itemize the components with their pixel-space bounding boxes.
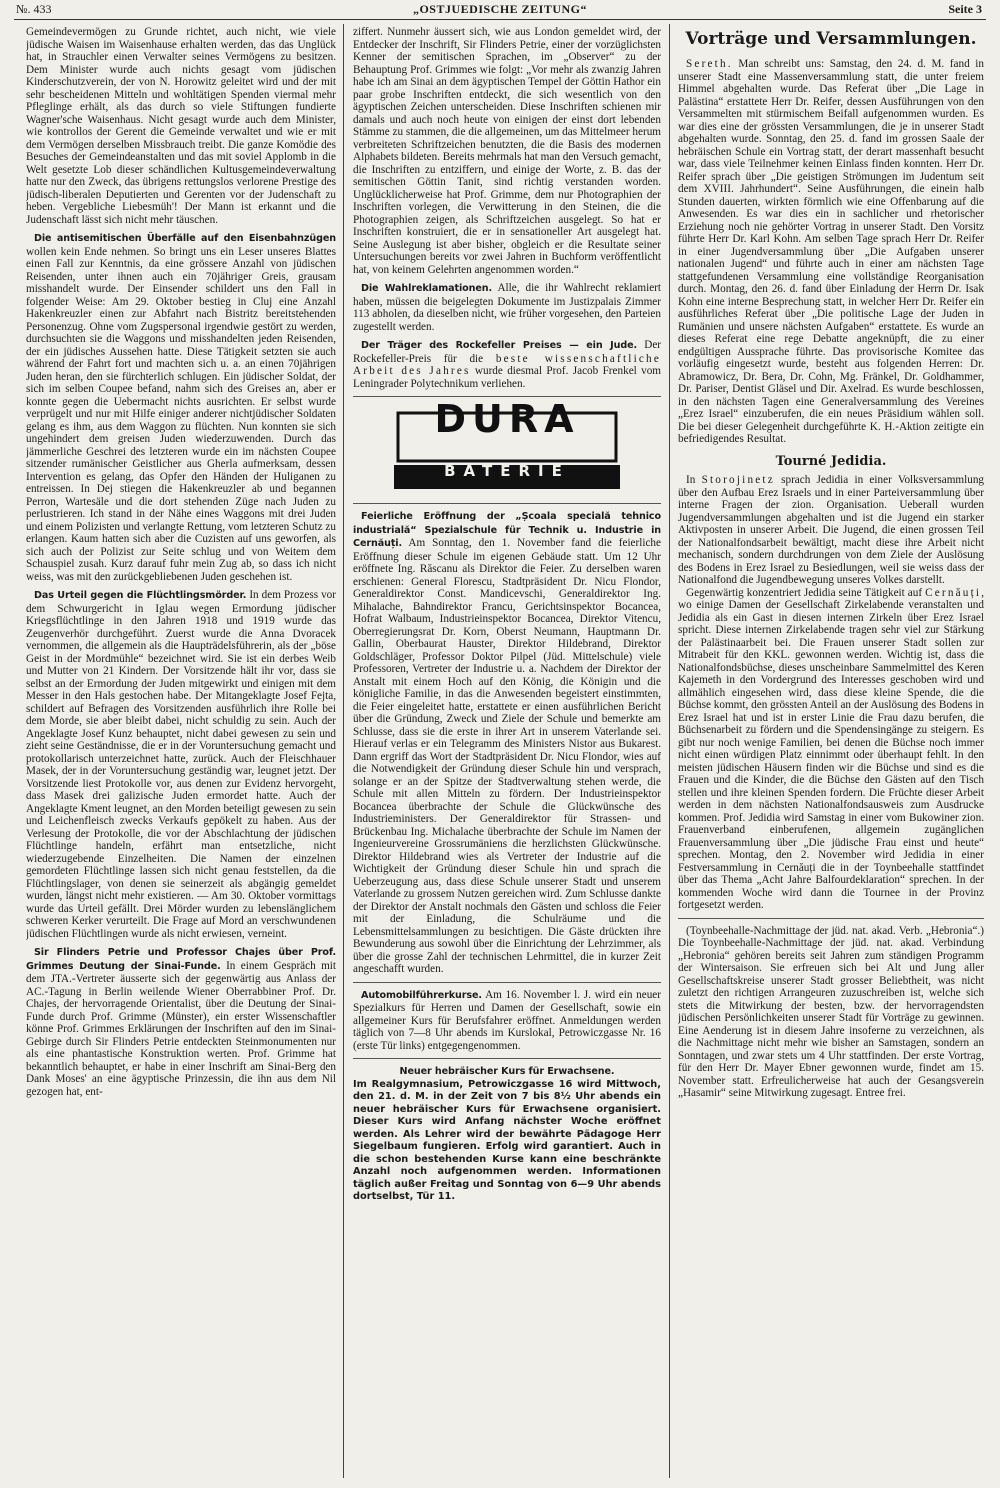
article-text: Gegenwärtig konzentriert Jedidia seine Tätigkeit auf (686, 586, 923, 599)
article-text: In dem Prozess vor dem Schwurgericht in Iglau wegen Ermordung jüdischer Kriegsflüchtlinge in den Jahren 1918 und 1919 wurde das Zeugenverhör durchgeführt. Zuerst wurde die Anna Dvoracek vernommen, die allgemein als die Haupträdelsführerin, als der „böse Geist in der Mordmühle“ bezeichnet wird. Sie ist ein derbes Weib und Mutter von 21 Kindern. Der Vorsitzende hält ihr vor, dass sie selbst an der Ermordung der Juden mitgewirkt und einigen mit dem Messer in den Hals gestochen habe. Der Mitangeklagte Josef Fejta, schildert auf Befragen des Vorsitzenden ausführlich ihre Rolle bei dem Morde, sie aber bleibt dabei, nicht schuldig zu sein. Auch der Angeklagte Josef Kunz behauptet, nicht dabei gewesen zu sein und zieht seine Geständnisse, die er in der Voruntersuchung gemacht und protokollarisch unterzeichnet hatte, zurück. Auch der Fleischhauer Masek, der in der Voruntersuchung geständig war, leugnet jetzt. Der Vorsitzende liest Protokolle vor, aus denen zur Evidenz hervorgeht, dass Masek drei galizische Juden ermordet hatte. Auch der Angeklagte Kment leugnet, an den Morden beteiligt gewesen zu sein und Leichenfleisch zwecks Verkaufs gepökelt zu haben. Aus der Verlesung der Protokolle, die vor der Abschlachtung der jüdischen Flüchtlinge handeln, erfährt man entsetzliche, nicht wiederzugebende Einzelheiten. Die Namen der einzelnen gemordeten Flüchtlinge lassen sich nicht genau feststellen, da die Flüchtlingslager, von denen sie seinerzeit als abgängig gemeldet wurden, längst nicht mehr existieren. — Am 30. Oktober vormittags wurde das Urteil gefällt. Drei Mörder wurden zu lebenslänglichem schweren Kerker verurteilt. Die Frage auf Mord an verschwundenen jüdischen Flüchtlingen wurde als nicht erwiesen, verneint. (26, 589, 336, 940)
article-text: Gemeindevermögen zu Grunde richtet, auch nicht, wie viele jüdische Waisen im Waisenhause erhalten werden, das das Unglück hat, in Strauchler einen Verwalter seines Vermögens zu besitzen. Dem Minister wurde auch nichts gesagt vom jüdischen Kinderschutzverein, der von N. Horowitz geleitet wird und der mit sehr bescheidenen Mitteln und wohltätigen Spenden viermal mehr Pfleglinge erhält, als das durch so viele Stiftungen fundierte Wagner'sche Waisenhaus. Nicht gesagt wurde auch dem Minister, wie kontrollos der Gerent die Gemeinde verwaltet und wie er mit dem Vermögen derselben Missbrauch treibt. Die ganze Komödie des Besuches der Gemeindeanstalten und das mit soviel Applomb in die Welt gesetzte Lob dieser schändlichen Kultusgemeindeverwaltung hatte nur den Zweck, das übrigens rettungslos verlorene Prestige des jüdisch-liberalen Deputierten und Gerenten vor der Judenschaft zu heben. Vergebliche Liebesmüh'! Der Mann ist erkannt und die Judenschaft lässt sich nicht mehr täuschen. (26, 26, 336, 226)
article-text: Am 16. November l. J. wird ein neuer Spezialkurs für Herren und Damen der Gesellschaft, sowie ein allgemeiner Kurs für Berufsfahrer eröffnet. Anmeldungen werden täglich von 7—8 Uhr abends im Kurslokal, Petrowiczgasse Nr. 16 (erste Tür links) entgegengenommen. (353, 988, 661, 1052)
article-headline: Die antisemitischen Überfälle auf den Eisenbahnzügen (34, 233, 336, 244)
column-rule-1 (343, 24, 344, 1478)
article-paragraph (353, 339, 661, 390)
article-headline: Der Träger des Rockefeller Preises — ein Jude. (361, 340, 638, 351)
dura-advertisement (392, 397, 622, 493)
article-paragraph (26, 232, 336, 583)
section-rule (353, 503, 661, 504)
article-paragraph (678, 58, 984, 446)
header-rule (14, 19, 986, 20)
article-text: , wo einige Damen der Gesellschaft Zirkelabende veranstalten und Jedidia als ein Gast in diesen internen Zirkeln über Erez Israel spricht. Diese internen Zirkelabende tragen sehr viel zur Stärkung der Palästinaarbeit bei. Die Frauen unserer Stadt sollen zur Mitrabeit für den KKL. gewonnen werden. Wichtig ist, dass die Nationalfondsbüchse, dieses unscheinbare Sammelmittel des Keren Kajemeth in den Vordergrund des Interesses geschoben wird und allmählich eingesehen wird, dass diese kleine Spende, die die Büchse kommt, den grössten Anteil an der Auslösung des Bodens in Erez Israel hat und ist in erster Linie die Frau dazu berufen, die Büchsenarbeit zu fördern und die Spendensingänge zu steigern. Es gibt nur noch wenige Familien, bei denen die Büchse noch immer nicht einen würdigen Platz einnimmt oder überhaupt fehlt. In den meisten jüdischen Häusern finden wir die Büchse und sind es die Frauen und die Kinder, die die Büchse den Gästen auf den Tisch stellen und ihre kleinen Spenden fordern. Die Früchte dieser Arbeit werden in dem nächsten Nationalfondsausweis zum Ausdrucke kommen. Prof. Jedidia wird Samstag in einer vom Bukowiner zion. Frauenverband einberufenen, allgemein zugänglichen Frauenversammlung über „Die jüdische Frau einst und heute“ sprechen. Montag, den 2. November wird Jedidia in einer Festversammlung in Cernăuți die in der Toynbeehalle stattfindet über das Thema „Acht Jahre Balfourdeklaration“ sprechen. In der kommenden Woche wird dann die Tournee in der Provinz fortgesetzt werden. (678, 586, 984, 911)
column-rule-2 (669, 24, 670, 1478)
article-paragraph (26, 946, 336, 1098)
article-headline: Automobilführerkurse. (361, 989, 482, 1001)
article-headline: Sir Flinders Petrie und Professor Chajes über Prof. Grimmes Deutung der Sinai-Funde. (26, 947, 336, 972)
article-text: (Toynbeehalle-Nachmittage der jüd. nat. akad. Verb. „Hebronia“.) Die Toynbeehalle-Nachmittage der jüd. nat. akad. Verbindung „Hebronia“ gehören bereits seit Jahren zum ständigen Programm der Wintersaison. Sie erfreuen sich bei Alt und Jung aller Gesellschaftskreise unserer Stadt grosser Beliebtheit, was nicht zuletzt den richtigen Arrangeuren zuzuschreiben ist, welche sich stets die Mitwirkung der besten, bzw. der hervorragendsten jüdischen Persönlichkeiten unserer Stadt für Vorträge zu gewinnen. Eine Aenderung ist in diesem Jahre insoferne zu verzeichnen, als die Nachmittage nicht mehr wie bisher an Samstagen, sondern an Sonntagen, und zwar stets um 4 Uhr stattfinden. Der erste Vortrag, für den Herr Dr. Mayer Ebner gewonnen wurde, findet am 15. November statt. Erfreulicherweise hat auch der Gesangsverein „Hasamir“ seine Mitwirkung zugesagt. Entree frei. (678, 924, 984, 1099)
paper-title: „OSTJUEDISCHE ZEITUNG“ (412, 2, 588, 16)
article-text: Im Realgymnasium, Petrowiczgasse 16 wird Mittwoch, den 21. d. M. in der Zeit von 7 bis 8½ Uhr abends ein neuer hebräischer Kurs für Erwachsene organisiert. Dieser Kurs wird Anfang nächster Woche eröffnet werden. Als Lehrer wird der bewährte Pädagoge Herr Siegelbaum fungieren. Erfolg wird garantiert. Auch in die schon bestehenden Kurse kann eine beschränkte Anzahl noch aufgenommen werden. Informationen täglich außer Freitag und Sonntag von 6—9 Uhr abends dortselbst, Tür 11. (353, 1078, 661, 1202)
article-headline: Neuer hebräischer Kurs für Erwachsene. (399, 1066, 615, 1077)
article-text: sprach Jedidia in einer Volksversammlung über den Aufbau Erez Israels und in einer Parteiversammlung über interne Fragen der zion. Organisation. Ueberall wurden Jugendversammlungen abgehalten und ist die Jugend ein starker Aktivposten in unserer Arbeit. Die Jugend, die einen grossen Teil der Nationalfondsarbeit bewältigt, macht diese ihre Arbeit nicht mechanisch, sondern durchdrungen von dem Ziele der Auslösung des Bodens in Erez Israel zu Besiedlungen, weil sie weiss dass der Nationalfond die Jugendbewegung unseres Volkes darstellt. (678, 474, 984, 586)
article-paragraph (26, 589, 336, 940)
article-headline: Tourné Jedidia. (775, 453, 887, 469)
article-text: wollen kein Ende nehmen. So bringt uns ein Leser unseres Blattes einen Fall zur Kenntnis, da eine grössere Anzahl von jüdischen Reisenden, unter ihnen auch ein 70jähriger Greis, grausam misshandelt wurde. Der Einsender schildert uns den Fall in folgender Weise: Am 29. Oktober bestieg in Cluj eine Anzahl Hakenkreuzler einen zur Abfahrt nach Bistritz bereitstehenden Personenzug. Ohne vom Zugspersonal irgendwie gestört zu werden, durchsuchten sie die Waggons und misshandelten jeden Reisenden, der ein jüdisches Aussehen hatte. Diese Tätigkeit setzten sie auch während der Fahrt fort und machten sich u. a. an einen 70jährigen Juden heran, den sie fürchterlich schlugen. Ein jüdischer Soldat, der sich im selben Coupee befand, nahm sich des Greises an, aber er konnte gegen die Uebermacht nichts ausrichten. Er selbst wurde verprügelt und nur mit Hilfe einiger anderer nichtjüdischer Soldaten gelang es ihm, aus dem Waggon zu flüchten. Nun konnten sie sich ungehindert dem greisen Juden wiederzuwenden. Durch das jämmerliche Geschrei des letzteren wurde ein im nächsten Coupee sitzender rumänischer Geistlicher aus Gherla aufmerksam, dessen Intervention es gelang, das Opfer den Händen der Huliganen zu entreissen. In Dej stiegen die Hakenkreuzler ab und begannen Perron, Wartesäle und die dort stehenden Züge nach Juden zu perlustrieren. Ich stand in der Nähe eines Waggons mit drei Juden und einem Polizisten und verlangte Rettung, vom letzteren Schutz zu erlangen. Kaum hatten sich aber die Cuzisten auf uns geworfen, als sich auch der Polizist zur Seite schlug und von Weitem dem Schauspiel zusah. Kurz darauf fuhr mein Zug ab, so dass ich nicht weiss, was mit den zurückgebliebenen Juden geschehen ist. (26, 245, 336, 583)
article-paragraph (678, 474, 984, 587)
article-headline-row (353, 1065, 661, 1079)
article-text-spaced: beste wissenschaftliche Arbeit des Jahres (353, 352, 661, 377)
article-dateline: Sereth. (686, 58, 733, 70)
column-2 (353, 26, 661, 1480)
running-header (14, 2, 986, 18)
column-1 (26, 26, 336, 1480)
ad-brand: DURA (434, 397, 580, 441)
article-text-spaced: Storojinetz (701, 474, 775, 486)
article-text: Am Sonntag, den 1. November fand die feierliche Eröffnung dieser Schule im eigenen Gebäude statt. Um 12 Uhr eröffnete Ing. Răscanu als Direktor die Feier. Zu derselben waren erschienen: General Florescu, Stadtpräsident Dr. Nicu Flondor, Generaldirektor Const. Mandicevschi, Generaldirektor Ing. Mihalache, Bahndirektor Francu, Gerichtsinspektor Bocancea, Hofrat Walbaum, Industrieinspektor Bocancea, Direktor Vitencu, Oberregierungsrat Dr. Korn, Oberst Neumann, Hauptmann Dr. Gallin, Oberbaurat Hauster, Direktor Hildebrand, Direktor Goldschläger, Professor Doktor Pilpel (Jüd. Mittelschule) viele Professoren, Vertreter der Industrie u. a. Nachdem der Direktor der Anstalt mit einem Hoch auf den König, die Königin und die königliche Familie, in das die Anwesenden begeistert einstimmten, die Feier eingeleitet hatte, erstattete er einen ausführlichen Bericht über die Gründung, Zweck und Ziele der Schule und bemerkte am Schlusse, dass sie die erste in ihrer Art in unserem Vaterlande sei. Hierauf verlas er ein Telegramm des Ministers Nistor aus Bukarest. Dann ergriff das Wort der Stadtpräsident Dr. Nicu Flondor, wies auf die Notwendigkeit der Gründung dieser Schule hin und versprach, solange er an der Spitze der Stadtverwaltung stehen werde, die Schule mit allen Mitteln zu fördern. Der Industrieinspektor Bocancea überbrachte der Schule die Glückwünsche des Industrieministers. Der Generaldirektor für Strassen- und Brückenbau Ing. Michalache überbrachte der Schule im Namen der Ingenieurvereine Grossrumäniens die herzlichsten Glückwünsche. Direktor Hildebrand wies als Vertreter der Industrie auf die Wichtigkeit der Gründung dieser Schule hin und sprach die Ueberzeugung aus, dass diese Schule unserer Stadt und unserem Vaterlande zu grossem Nutzen gereichen wird. Zum Schlusse dankte der Direktor der Anstalt nochmals den Gästen und schloss die Feier mit der Einladung, die Schulräume und die Lebensmittelsammlungen zu besichtigen. Die Gäste drückten ihre Bewunderung aus sowohl über die Einrichtung der Lehrzimmer, als über die grosse Zahl der technischen Lehrmittel, die in kurzer Zeit angeschafft wurden. (353, 537, 661, 975)
article-text: wurde diesmal Prof. Jacob Frenkel vom Leningrader Polytechnikum verliehen. (353, 365, 661, 390)
article-headline: Feierliche Eröffnung der „Școala specială tehnico industrială“ Spezialschule für Technik u. Industrie in Cernăuți. (353, 511, 661, 549)
article-text: In (686, 474, 696, 486)
ad-subtitle: BATERIE (444, 462, 570, 480)
article-text-spaced: Cernăuți (925, 586, 982, 599)
issue-number: №. 433 (16, 2, 52, 16)
column-3 (678, 26, 984, 1480)
section-title: Vorträge und Versammlungen. (685, 29, 977, 49)
article-text: Alle, die ihr Wahlrecht reklamiert haben, müssen die beigelegten Dokumente im Justizpalais Zimmer 113 abholen, da dieselben nicht, wie früher vorgesehen, den Parteien zugestellt werden. (353, 282, 661, 333)
article-paragraph (353, 510, 661, 976)
page-number: Seite 3 (948, 2, 982, 16)
article-text: ziffert. Nunmehr äussert sich, wie aus London gemeldet wird, der Entdecker der Inschrift, Sir Flinders Petrie, einer der vorzüglichsten Kenner der semitischen Sprachen, im „Observer“ zu der Behauptung Prof. Grimmes wie folgt: „Vor mehr als zwanzig Jahren habe ich am Sinai an dem ägyptischen Tempel der Göttin Hathor ein paar grobe Inschriften entdeckt, die sich wesentlich von den ägyptischen Zeichen unterscheiden. Diese Inschriften schienen mir damals und auch noch heute von einigen der einst dort lebenden Stämme zu stammen, die die allgemeinen, um das Mittelmeer herum verbreiteten Schriftzeichen benutzten, die die Basis des modernen Alphabets bildeten. Bereits mehrmals hat man den Versuch gemacht, die Inschriften zu entziffern, und einige der Worte, z. B. das der semitischen Göttin Tanit, sind richtig verstanden worden. Unglücklicherweise hat Prof. Grimme, dem nur Photographien der Inschriften vorlegen, die Verwitterung in den Steinen, die die Photographien zeigen, als Schriftzeichen ausgelegt. So hat er Inschriften konstruiert, die er in sensationeller Art ausgelegt hat. Seine Auslegung ist aber bisher, obgleich er die Resultate seiner Untersuchungen bereits vor zwei Jahren in Buchform veröffentlicht hat, von keinem Gelehrten angenommen worden.“ (353, 26, 661, 276)
article-text: Man schreibt uns: Samstag, den 24. d. M. fand in unserer Stadt eine Massenversammlung statt, die unter freiem Himmel abgehalten wurde. Das Referat über „Die Lage in Palästina“ erstattete Herr Dr. Reifer, dessen Ausführungen von den Versammelten mit stürmischem Beifall aufgenommen wurden. Es war dies eine der grössten Versammlungen, die je in unserer Stadt abgehalten wurde. Sonntag, den 25. d. fand im grossen Saale der hebräischen Schule ein Vortrag statt, der derart massenhaft besucht war, dass viele Teilnehmer keinen Einlass finden konnten. Herr Dr. Reifer sprach über „Die geistigen Strömungen im Judentum seit dem XVIII. Jahrhundert“. Seine Ausführungen, die einein halb Stunden dauerten, wirkten förmlich wie eine Offenbarung auf die Anwesenden. Es war dies ein in sachlicher und rhetorischer Erziehung noch nie gehörter Vortrag in unserer Stadt. Den Vorsitz führte Herr Dr. Karl Kohn. Am selben Tage sprach Herr Dr. Reifer in einer Jugendversammlung über „Die Aufgaben unserer nationalen Jugend“ und führte auch in einer am nächsten Tage stattgefundenen Versammlung eine vollständige Reorganisation durch. Montag, den 26. d. fand über Einladung der Herrn Dr. Isak Kohn eine interne Besprechung statt, in welcher Herr Dr. Reifer ein ausführliches Referat über „Die politische Lage der Juden in Rumänien und unsere nächsten Aufgaben“ erstattete. Es wurde an dieses Referat eine rege Debatte angeknüpft, die zu einer endgültigen Aussprache führte. Das provisorische Komitee das vorläufig eingesetzt wurde, besteht aus folgenden Herren: Dr. Abramowicz, Dr. Bera, Dr. Cohn, Mg. Fränkel, Dr. Goldhammer, Dr. Pariser, Dentist Gläsel und Dir. Axelrad. Es wurde beschlossen, in den nächsten Tagen eine Generalversammlung des Vereines „Erez Israel“ einzuberufen, die ein neues Präsidium wählen soll. Die bei dieser Gelegenheit durchgeführte K. H.-Aktion zeitigte ein befriedigendes Resultat. (678, 58, 984, 445)
article-headline: Die Wahlreklamationen. (361, 283, 493, 294)
article-headline: Das Urteil gegen die Flüchtlingsmörder. (34, 590, 247, 601)
article-text: Der Rockefeller-Preis für die (353, 339, 661, 365)
section-rule (678, 918, 984, 919)
section-rule (353, 982, 661, 983)
article-paragraph (353, 989, 661, 1053)
article-paragraph (678, 587, 984, 912)
article-paragraph (353, 282, 661, 333)
section-rule (353, 1058, 661, 1059)
article-text: In einem Gespräch mit dem JTA.-Vertreter äusserte sich der gegenwärtig aus Anlass der AC.-Tagung in Berlin weilende Wiener Oberrabbiner Prof. Dr. Chajes, der hervorragende Orientalist, über die Deutung der Sinai-Funde durch Prof. Grimme (Münster), ein erster Wissenschaftler könne Prof. Grimmes Erklärungen der Inschriften auf den im Sinai-Gebirge durch Sir Flinders Petrie entdeckten Steinmonumenten nur als eine phantastische Konstruktion werten. Prof. Grimme hat bekanntlich behauptet, er habe in einer Inschrift am Sinai-Berg den Dank Moses' an eine ägyptische Prinzessin, die ihn aus dem Nil gezogen hat, ent- (26, 959, 336, 1098)
